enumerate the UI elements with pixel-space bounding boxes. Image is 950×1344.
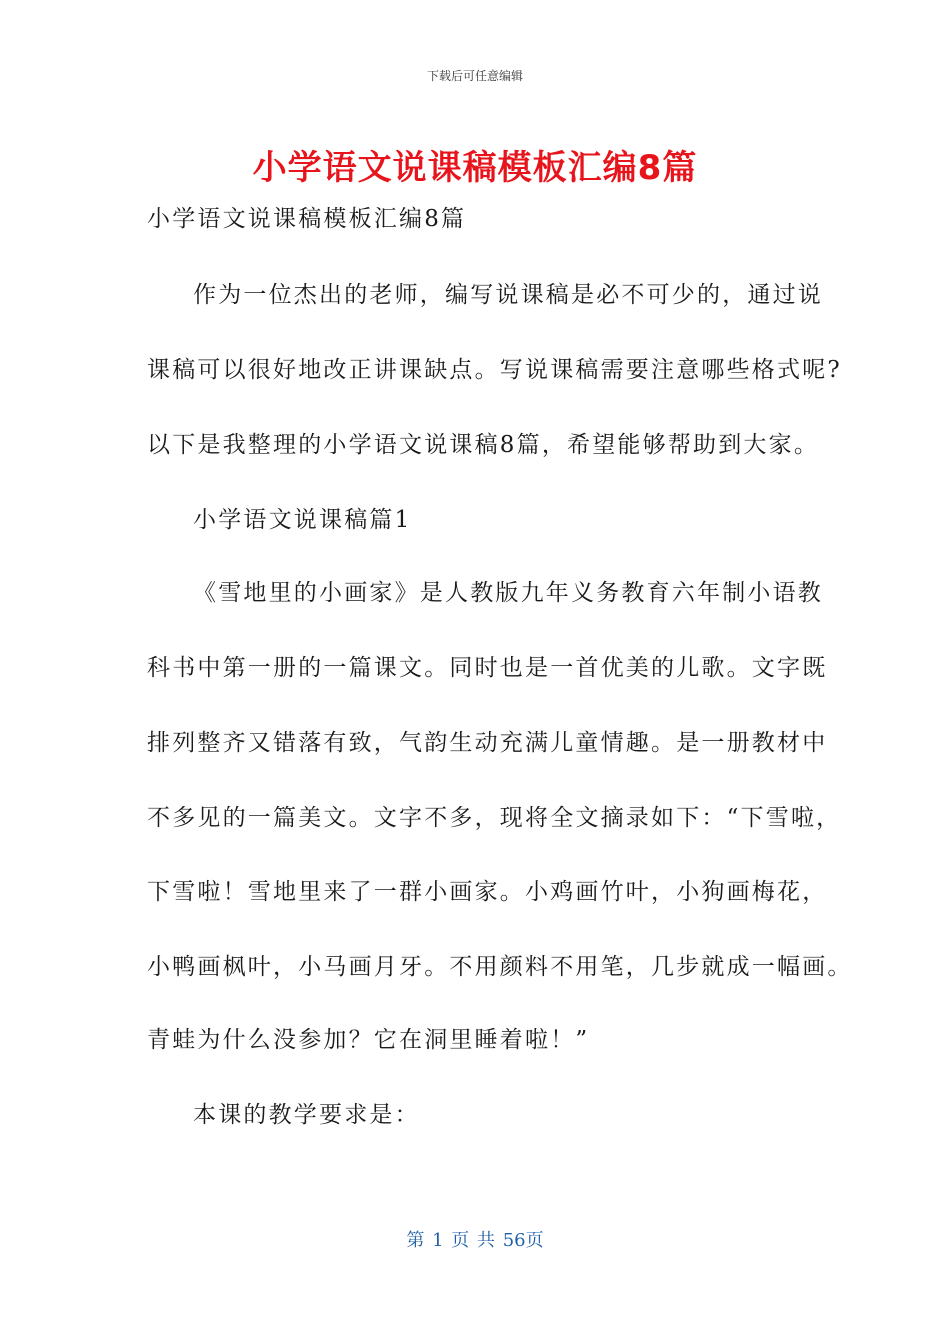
paragraph-line: 科书中第一册的一篇课文。同时也是一首优美的儿歌。文字既 [147, 655, 828, 681]
paragraph-line: 以下是我整理的小学语文说课稿8篇，希望能够帮助到大家。 [147, 432, 820, 458]
page-number-footer: 第 1 页 共 56页 [406, 1230, 544, 1251]
paragraph-line: 排列整齐又错落有致，气韵生动充满儿童情趣。是一册教材中 [147, 730, 828, 756]
paragraph-line: 本课的教学要求是： [193, 1102, 420, 1128]
paragraph-line: 《雪地里的小画家》是人教版九年义务教育六年制小语教 [193, 580, 823, 606]
paragraph-line: 作为一位杰出的老师，编写说课稿是必不可少的，通过说 [193, 282, 823, 308]
paragraph-line: 小鸭画枫叶，小马画月牙。不用颜料不用笔，几步就成一幅画。 [147, 954, 853, 980]
paragraph-line: 青蛙为什么没参加？它在洞里睡着啦！” [147, 1027, 590, 1053]
paragraph-line: 不多见的一篇美文。文字不多，现将全文摘录如下：“下雪啦， [147, 805, 842, 831]
paragraph-line: 下雪啦！雪地里来了一群小画家。小鸡画竹叶，小狗画梅花， [147, 879, 828, 905]
subtitle-line: 小学语文说课稿模板汇编8篇 [147, 206, 467, 232]
paragraph-line: 课稿可以很好地改正讲课缺点。写说课稿需要注意哪些格式呢? [147, 357, 842, 383]
header-note: 下载后可任意编辑 [426, 69, 523, 83]
document-title: 小学语文说课稿模板汇编8篇 [252, 148, 698, 188]
section-heading: 小学语文说课稿篇1 [193, 507, 412, 533]
